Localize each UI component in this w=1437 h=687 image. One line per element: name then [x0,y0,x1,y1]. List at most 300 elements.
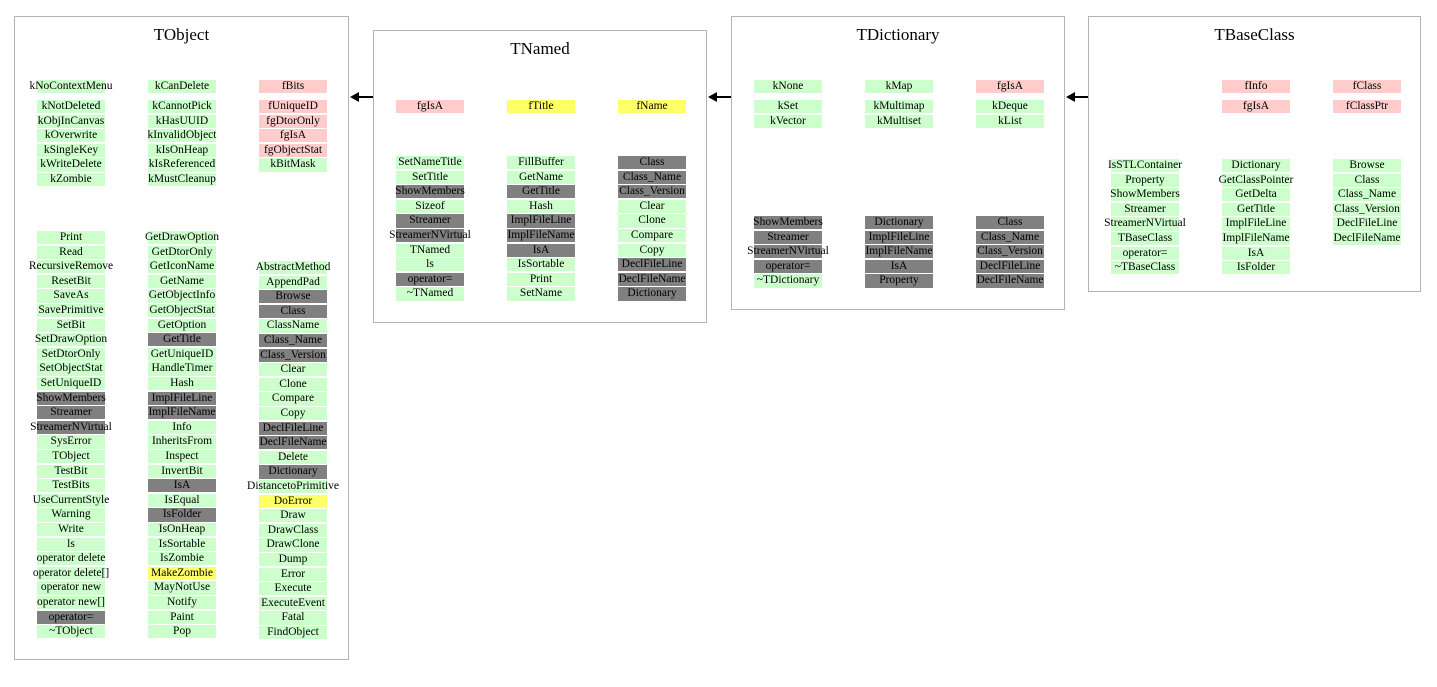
member-label: Class_Version [1334,202,1400,215]
class-member-cell[interactable] [148,406,216,419]
member-label: DeclFileName [259,436,327,449]
member-label: fName [636,100,668,112]
class-member-cell[interactable] [37,144,105,157]
class-member-cell[interactable] [1222,247,1290,260]
class-member-cell[interactable] [396,200,464,213]
member-label: SetObjectStat [39,362,103,375]
class-member-cell[interactable] [1111,188,1179,201]
member-label: AbstractMethod [255,261,331,273]
class-member-cell[interactable] [259,422,327,435]
class-member-cell[interactable] [259,407,327,420]
member-label: StreamerNVirtual [389,229,471,241]
member-label: Print [529,272,553,285]
class-member-cell[interactable] [37,435,105,448]
class-member-cell[interactable] [148,538,216,551]
class-member-cell[interactable] [148,348,216,361]
member-label: kNotDeleted [41,100,101,112]
class-member-cell[interactable] [396,214,464,227]
class-member-cell[interactable] [37,289,105,302]
member-label: Clone [279,377,307,390]
class-member-cell[interactable] [1111,247,1179,260]
class-member-cell[interactable] [148,421,216,434]
class-member-cell[interactable] [754,100,822,113]
class-member-cell[interactable] [37,275,105,288]
class-member-cell[interactable] [259,115,327,128]
member-label: TObject [52,450,90,462]
class-member-cell[interactable] [28,260,114,273]
member-label: operator delete [36,552,106,565]
member-label: IsZombie [159,552,205,565]
class-member-cell[interactable] [396,100,464,113]
class-member-cell[interactable] [148,377,216,390]
member-label: StreamerNVirtual [1104,217,1186,230]
class-member-cell[interactable] [259,276,327,289]
class-member-cell[interactable] [148,289,216,302]
member-label: TestBits [52,479,90,492]
class-member-cell[interactable] [259,568,327,581]
member-label: Browse [1349,159,1385,171]
member-label: GetTitle [163,333,201,346]
class-member-cell[interactable] [618,200,686,213]
member-label: ~TNamed [406,287,454,300]
member-label: SetDrawOption [34,333,108,346]
member-label: GetObjectInfo [148,289,216,302]
class-member-cell[interactable] [37,100,105,113]
class-member-cell[interactable] [618,258,686,271]
class-member-cell[interactable] [1222,159,1290,172]
class-member-cell[interactable] [976,231,1044,244]
class-member-cell[interactable] [1104,217,1186,230]
member-label: GetTitle [522,185,560,198]
class-member-cell[interactable] [247,480,339,493]
class-title[interactable]: TNamed [510,39,570,58]
member-label: ImplFileName [1222,232,1290,244]
class-member-cell[interactable] [37,625,105,638]
class-member-cell[interactable] [1333,188,1401,201]
class-member-cell[interactable] [618,100,686,113]
class-member-cell[interactable] [1111,261,1179,274]
class-member-cell[interactable] [148,319,216,332]
class-member-cell[interactable] [259,465,327,478]
class-member-cell[interactable] [259,538,327,551]
member-label: Pop [173,625,191,638]
class-member-cell[interactable] [37,508,105,521]
class-member-cell[interactable] [259,495,327,508]
class-member-cell[interactable] [148,333,216,346]
member-label: fTitle [528,100,554,112]
class-member-cell[interactable] [865,274,933,287]
class-member-cell[interactable] [37,465,105,478]
member-label: Hash [529,199,553,212]
class-member-cell[interactable] [754,80,822,93]
class-member-cell[interactable] [1333,203,1401,216]
class-member-cell[interactable] [507,171,575,184]
member-label: GetDelta [1235,188,1277,201]
class-member-cell[interactable] [148,144,216,157]
member-label: ImplFileName [865,245,933,258]
member-label: kNoContextMenu [29,80,113,92]
class-member-cell[interactable] [259,319,327,332]
class-member-cell[interactable] [259,363,327,376]
member-label: ExecuteEvent [261,596,325,609]
member-label: Class [639,156,665,168]
class-member-cell[interactable] [1222,217,1290,230]
class-member-cell[interactable] [37,362,105,375]
member-label: TNamed [409,243,451,256]
member-label: StreamerNVirtual [747,245,829,258]
class-member-cell[interactable] [1222,203,1290,216]
class-member-cell[interactable] [259,100,327,113]
class-member-cell[interactable] [396,244,464,257]
member-label: DeclFileName [976,274,1044,287]
class-member-cell[interactable] [37,581,105,594]
class-member-cell[interactable] [259,451,327,464]
member-label: IsSortable [517,258,565,271]
class-member-cell[interactable] [1333,217,1401,230]
member-label: GetClassPointer [1218,173,1294,186]
member-label: kMultimap [873,100,925,112]
class-member-cell[interactable] [148,435,216,448]
class-member-cell[interactable] [389,229,471,242]
member-label: FindObject [267,626,319,638]
member-label: fgObjectStat [263,143,323,156]
class-member-cell[interactable] [396,171,464,184]
member-label: ls [426,258,434,271]
class-title[interactable]: TObject [153,25,210,44]
class-member-cell[interactable] [37,115,105,128]
member-label: GetDrawOption [144,231,220,243]
class-member-cell[interactable] [148,100,216,113]
member-label: SaveAs [53,289,89,302]
member-label: kCanDelete [154,80,210,92]
class-member-cell[interactable] [976,100,1044,113]
class-member-cell[interactable] [148,611,216,624]
class-member-cell[interactable] [148,508,216,521]
class-member-cell[interactable] [1222,232,1290,245]
member-label: Class_Name [980,230,1040,243]
class-member-cell[interactable] [1333,174,1401,187]
class-member-cell[interactable] [37,231,105,244]
class-member-cell[interactable] [747,245,829,258]
class-member-cell[interactable] [37,246,105,259]
member-label: Error [280,567,306,580]
class-member-cell[interactable] [754,231,822,244]
class-member-cell[interactable] [1222,80,1290,93]
member-label: Dump [278,553,308,565]
class-member-cell[interactable] [148,494,216,507]
class-member-cell[interactable] [1333,159,1401,172]
class-member-cell[interactable] [30,420,112,434]
class-member-cell[interactable] [1222,261,1290,274]
class-member-cell[interactable] [148,523,216,536]
class-member-cell[interactable] [148,552,216,565]
class-member-cell[interactable] [37,450,105,463]
class-member-cell[interactable] [976,274,1044,287]
member-label: kSet [777,100,799,112]
member-label: Hash [170,377,194,389]
class-member-cell[interactable] [148,625,216,638]
class-member-cell[interactable] [865,245,933,258]
class-member-cell[interactable] [148,129,216,142]
class-title[interactable]: TBaseClass [1214,25,1295,44]
class-member-cell[interactable] [144,231,220,244]
arrow-shaft [357,96,373,97]
class-member-cell[interactable] [32,566,110,580]
class-member-cell[interactable] [148,173,216,186]
member-label: ImplFileLine [1225,217,1287,230]
class-member-cell[interactable] [1111,232,1179,245]
member-label: GetIconName [149,260,215,273]
class-member-cell[interactable] [29,80,113,93]
class-member-cell[interactable] [259,524,327,537]
class-member-cell[interactable] [259,378,327,391]
class-member-cell[interactable] [148,246,216,259]
class-member-cell[interactable] [1218,173,1294,187]
class-member-cell[interactable] [396,273,464,286]
class-member-cell[interactable] [396,156,464,169]
member-label: InvertBit [161,464,203,477]
class-member-cell[interactable] [37,596,105,609]
class-member-cell[interactable] [507,287,575,300]
member-label: Warning [51,508,91,521]
class-member-cell[interactable] [37,129,105,142]
class-member-cell[interactable] [259,509,327,522]
class-member-cell[interactable] [1333,232,1401,245]
class-member-cell[interactable] [865,231,933,244]
class-member-cell[interactable] [148,80,216,93]
arrow-shaft [715,96,731,97]
class-member-cell[interactable] [34,333,108,346]
class-member-cell[interactable] [1107,159,1183,172]
class-title[interactable]: TDictionary [856,25,940,44]
class-member-cell[interactable] [1222,100,1290,113]
member-label: kVector [770,114,806,127]
class-member-cell[interactable] [148,596,216,609]
class-member-cell[interactable] [976,260,1044,273]
class-member-cell[interactable] [148,581,216,594]
member-label: kMap [885,80,913,92]
member-label: DeclFileName [1333,232,1401,244]
class-member-cell[interactable] [865,80,933,93]
class-member-cell[interactable] [976,115,1044,128]
member-label: operator= [48,610,94,623]
class-member-cell[interactable] [507,185,575,198]
member-label: ImplFileLine [868,230,930,243]
class-member-cell[interactable] [754,274,822,287]
member-label: ImplFileLine [151,391,213,404]
class-member-cell[interactable] [259,582,327,595]
member-label: ls [67,537,75,550]
member-label: fUniqueID [268,100,318,112]
member-label: SysError [50,435,92,448]
class-member-cell[interactable] [148,158,216,171]
class-member-cell[interactable] [507,244,575,257]
class-member-cell[interactable] [754,115,822,128]
member-label: AppendPad [266,275,320,288]
class-member-cell[interactable] [148,479,216,492]
class-member-cell[interactable] [1333,100,1401,113]
member-label: IsSortable [158,537,206,550]
member-label: FillBuffer [518,156,564,168]
member-label: IsFolder [162,508,202,521]
member-label: kCannotPick [152,100,212,112]
class-member-cell[interactable] [259,129,327,142]
class-member-cell[interactable] [259,436,327,449]
member-label: kList [998,114,1022,127]
member-label: DeclFileLine [979,259,1041,272]
member-label: GetTitle [1237,202,1275,215]
member-label: SetDtorOnly [41,347,101,360]
class-member-cell[interactable] [396,287,464,300]
class-member-cell[interactable] [148,275,216,288]
class-member-cell[interactable] [396,258,464,271]
member-label: DeclFileLine [1336,217,1398,230]
class-member-cell[interactable] [865,115,933,128]
member-label: ShowMembers [753,216,823,228]
class-member-cell[interactable] [507,100,575,113]
class-member-cell[interactable] [148,450,216,463]
class-member-cell[interactable] [37,173,105,186]
class-member-cell[interactable] [259,144,327,157]
class-member-cell[interactable] [37,319,105,332]
member-label: SetTitle [411,170,449,183]
member-label: operator new[] [36,596,106,608]
class-member-cell[interactable] [259,158,327,171]
class-member-cell[interactable] [259,80,327,93]
class-member-cell[interactable] [148,362,216,375]
inheritance-arrow-icon [1066,92,1088,102]
member-label: kDeque [992,100,1028,112]
member-label: MakeZombie [151,566,213,579]
class-member-cell[interactable] [618,156,686,169]
member-label: Class_Name [622,170,682,183]
class-member-cell[interactable] [618,244,686,257]
class-member-cell[interactable] [37,479,105,492]
class-member-cell[interactable] [37,392,105,405]
class-member-cell[interactable] [37,538,105,551]
class-member-cell[interactable] [37,611,105,624]
class-member-cell[interactable] [976,245,1044,258]
member-label: operator delete[] [32,566,110,579]
member-label: ClassName [266,319,320,332]
class-box-tobject [14,16,349,660]
member-label: DistancetoPrimitive [247,480,339,492]
class-member-cell[interactable] [37,406,105,419]
class-member-cell[interactable] [259,611,327,624]
member-label: IsA [532,243,550,256]
member-label: fgDtorOnly [266,114,320,127]
class-member-cell[interactable] [865,216,933,229]
class-member-cell[interactable] [259,305,327,318]
member-label: SavePrimitive [38,304,104,316]
class-member-cell[interactable] [259,626,327,639]
member-label: IsOnHeap [158,523,206,535]
class-member-cell[interactable] [618,287,686,300]
class-member-cell[interactable] [148,304,216,317]
class-member-cell[interactable] [976,216,1044,229]
class-member-cell[interactable] [618,171,686,184]
class-member-cell[interactable] [865,100,933,113]
member-label: IsEqual [164,493,200,506]
class-member-cell[interactable] [1111,203,1179,216]
class-member-cell[interactable] [148,567,216,580]
member-label: DeclFileName [618,272,686,285]
class-member-cell[interactable] [396,185,464,198]
class-member-cell[interactable] [618,229,686,242]
class-member-cell[interactable] [618,214,686,227]
member-label: Notify [166,596,198,608]
class-member-cell[interactable] [865,260,933,273]
class-member-cell[interactable] [507,258,575,271]
class-member-cell[interactable] [1222,188,1290,201]
member-label: Copy [639,243,665,256]
class-member-cell[interactable] [37,304,105,317]
class-box-tbaseclass [1088,16,1421,292]
class-member-cell[interactable] [37,377,105,390]
class-member-cell[interactable] [754,216,822,229]
member-label: kIsReferenced [148,158,216,171]
member-label: SetUniqueID [40,377,102,389]
member-label: Clear [280,363,306,376]
class-member-cell[interactable] [1333,80,1401,93]
member-label: fgIsA [416,100,444,112]
class-member-cell[interactable] [148,465,216,478]
class-member-cell[interactable] [507,229,575,242]
member-label: kBitMask [270,158,316,171]
class-member-cell[interactable] [148,260,216,273]
class-member-cell[interactable] [507,200,575,213]
class-member-cell[interactable] [754,260,822,273]
class-member-cell[interactable] [618,273,686,286]
member-label: Class [997,216,1023,228]
member-label: Class [280,304,306,317]
class-member-cell[interactable] [507,214,575,227]
member-label: operator= [1122,246,1168,259]
class-member-cell[interactable] [259,334,327,347]
member-label: Streamer [1124,202,1166,215]
class-member-cell[interactable] [507,156,575,169]
class-member-cell[interactable] [259,349,327,362]
class-member-cell[interactable] [259,597,327,610]
member-label: Print [59,231,83,243]
class-member-cell[interactable] [37,348,105,361]
class-member-cell[interactable] [259,290,327,303]
member-label: kOverwrite [44,129,98,142]
member-label: ShowMembers [36,391,106,404]
class-member-cell[interactable] [976,80,1044,93]
member-label: IsA [1247,246,1265,259]
class-member-cell[interactable] [1111,174,1179,187]
class-member-cell[interactable] [259,553,327,566]
class-member-cell[interactable] [255,261,331,274]
member-label: DrawClone [266,538,320,551]
member-label: StreamerNVirtual [30,420,112,433]
class-member-cell[interactable] [618,185,686,198]
member-label: fgIsA [279,129,307,142]
class-member-cell[interactable] [37,523,105,536]
class-member-cell[interactable] [507,273,575,286]
member-label: GetUniqueID [150,347,214,360]
member-label: Sizeof [415,199,445,212]
member-label: Property [879,274,919,287]
member-label: GetDtorOnly [151,245,213,258]
class-member-cell[interactable] [37,552,105,565]
class-member-cell[interactable] [259,392,327,405]
class-member-cell[interactable] [148,392,216,405]
class-member-cell[interactable] [37,158,105,171]
class-member-cell[interactable] [32,493,110,507]
class-member-cell[interactable] [148,115,216,128]
